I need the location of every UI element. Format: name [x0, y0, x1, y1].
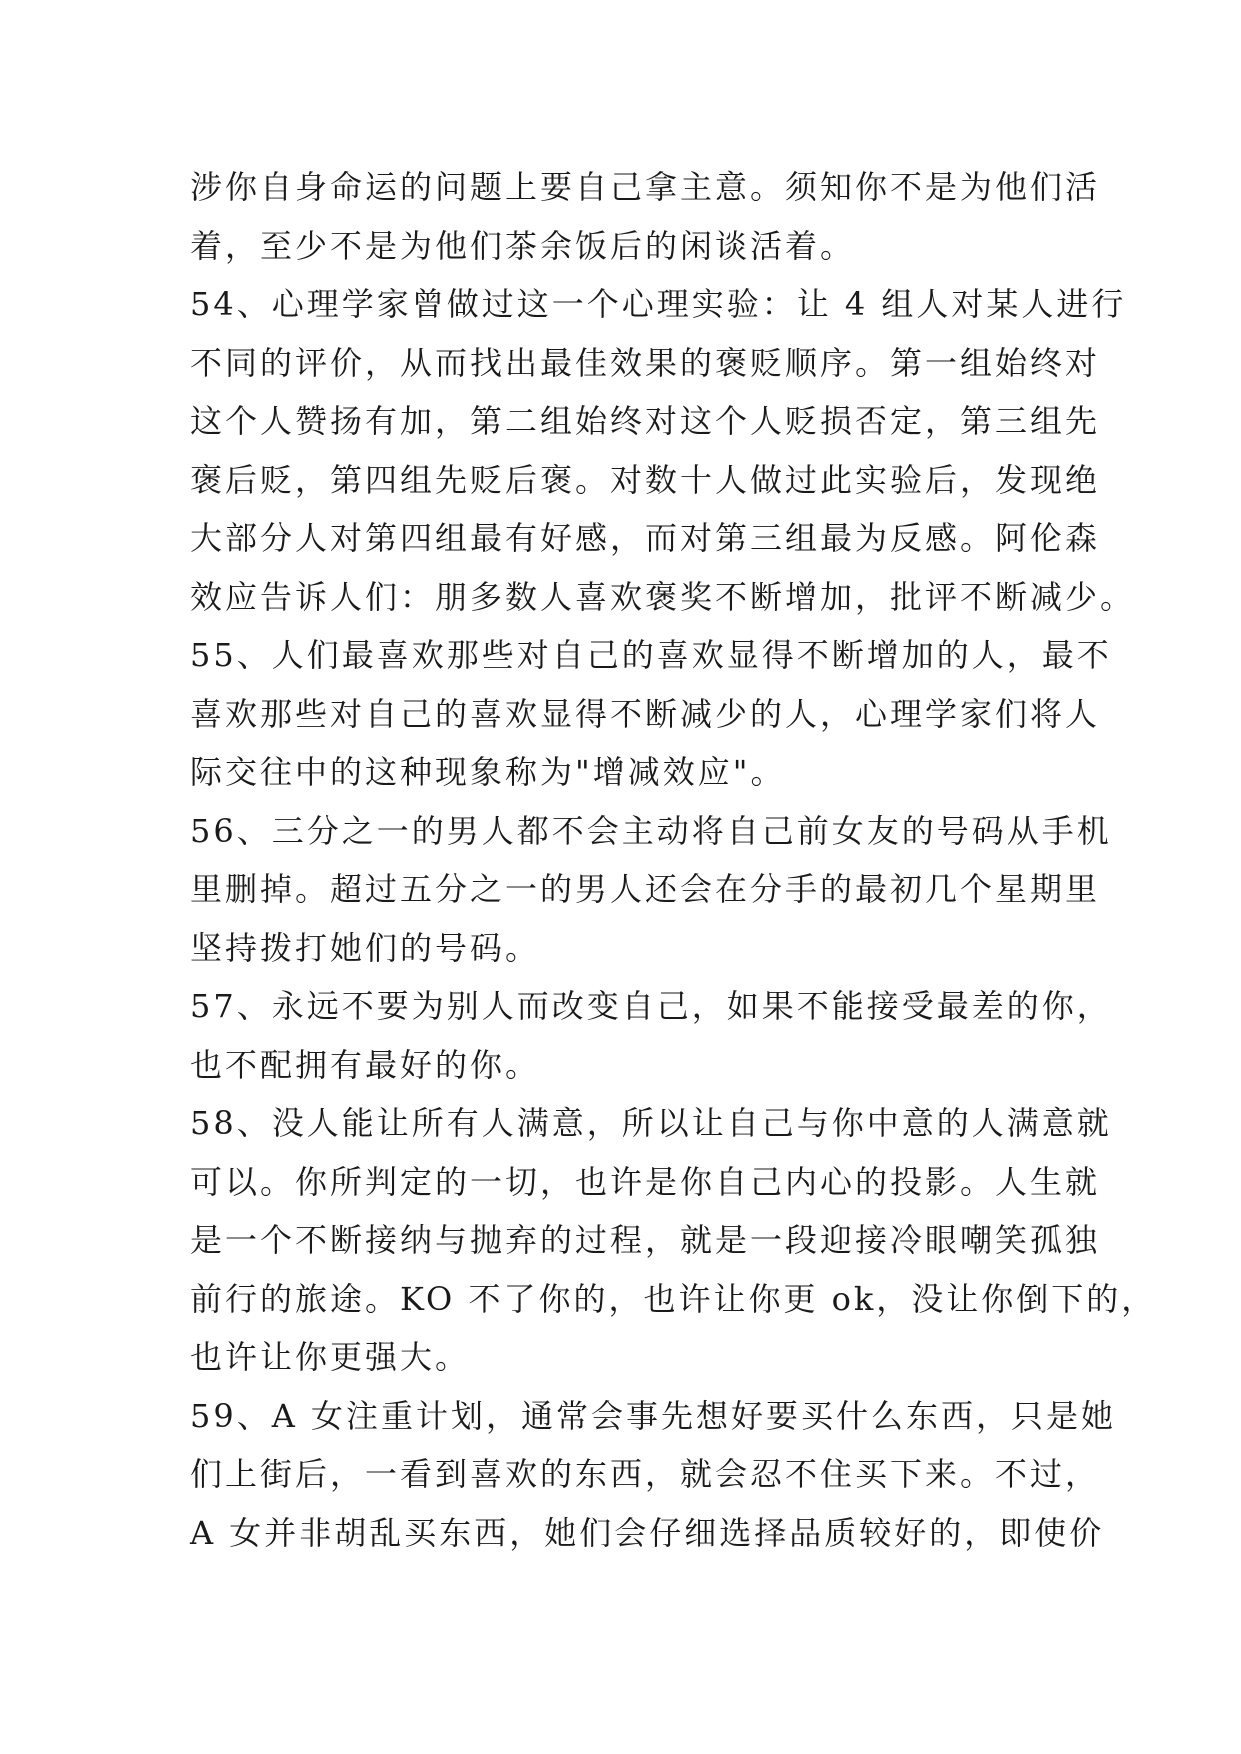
text-line: 56、三分之一的男人都不会主动将自己前女友的号码从手机 — [190, 811, 1112, 850]
text-line: 54、心理学家曾做过这一个心理实验：让 4 组人对某人进行 — [190, 285, 1127, 323]
text-line: 是一个不断接纳与抛弃的过程，就是一段迎接冷眼嘲笑孤独 — [190, 1221, 1101, 1259]
text-line: 不同的评价，从而找出最佳效果的褒贬顺序。第一组始终对 — [190, 343, 1101, 382]
text-line: 们上街后，一看到喜欢的东西，就会忍不住买下来。不过， — [190, 1455, 1101, 1493]
text-line: 着，至少不是为他们茶余饭后的闲谈活着。 — [190, 226, 856, 265]
text-line: 效应告诉人们：朋多数人喜欢褒奖不断增加，批评不断减少。 — [190, 577, 1136, 616]
text-line: 里删掉。超过五分之一的男人还会在分手的最初几个星期里 — [190, 870, 1101, 908]
text-line: 前行的旅途。KO 不了你的，也许让你更 ok，没让你倒下的， — [190, 1279, 1157, 1318]
text-line: 喜欢那些对自己的喜欢显得不断减少的人，心理学家们将人 — [190, 694, 1101, 733]
text-line: 这个人赞扬有加，第二组始终对这个人贬损否定，第三组先 — [190, 402, 1101, 440]
text-line: 可以。你所判定的一切，也许是你自己内心的投影。人生就 — [190, 1162, 1101, 1201]
text-line: 坚持拨打她们的号码。 — [190, 928, 541, 967]
text-line: 也不配拥有最好的你。 — [190, 1045, 541, 1084]
document-body — [190, 158, 1157, 1562]
text-line: 55、人们最喜欢那些对自己的喜欢显得不断增加的人，最不 — [190, 636, 1112, 674]
text-line: A 女并非胡乱买东西，她们会仔细选择品质较好的，即使价 — [190, 1513, 1105, 1552]
text-line: 57、永远不要为别人而改变自己，如果不能接受最差的你， — [190, 987, 1112, 1025]
text-line: 59、A 女注重计划，通常会事先想好要买什么东西，只是她 — [190, 1396, 1117, 1435]
text-line: 涉你自身命运的问题上要自己拿主意。须知你不是为他们活 — [190, 168, 1101, 206]
text-line: 大部分人对第四组最有好感，而对第三组最为反感。阿伦森 — [190, 519, 1101, 557]
text-line: 也许让你更强大。 — [190, 1338, 471, 1376]
text-line: 际交往中的这种现象称为"增减效应"。 — [190, 753, 786, 791]
text-line: 58、没人能让所有人满意，所以让自己与你中意的人满意就 — [190, 1104, 1112, 1142]
text-line: 褒后贬，第四组先贬后褒。对数十人做过此实验后，发现绝 — [190, 460, 1101, 499]
